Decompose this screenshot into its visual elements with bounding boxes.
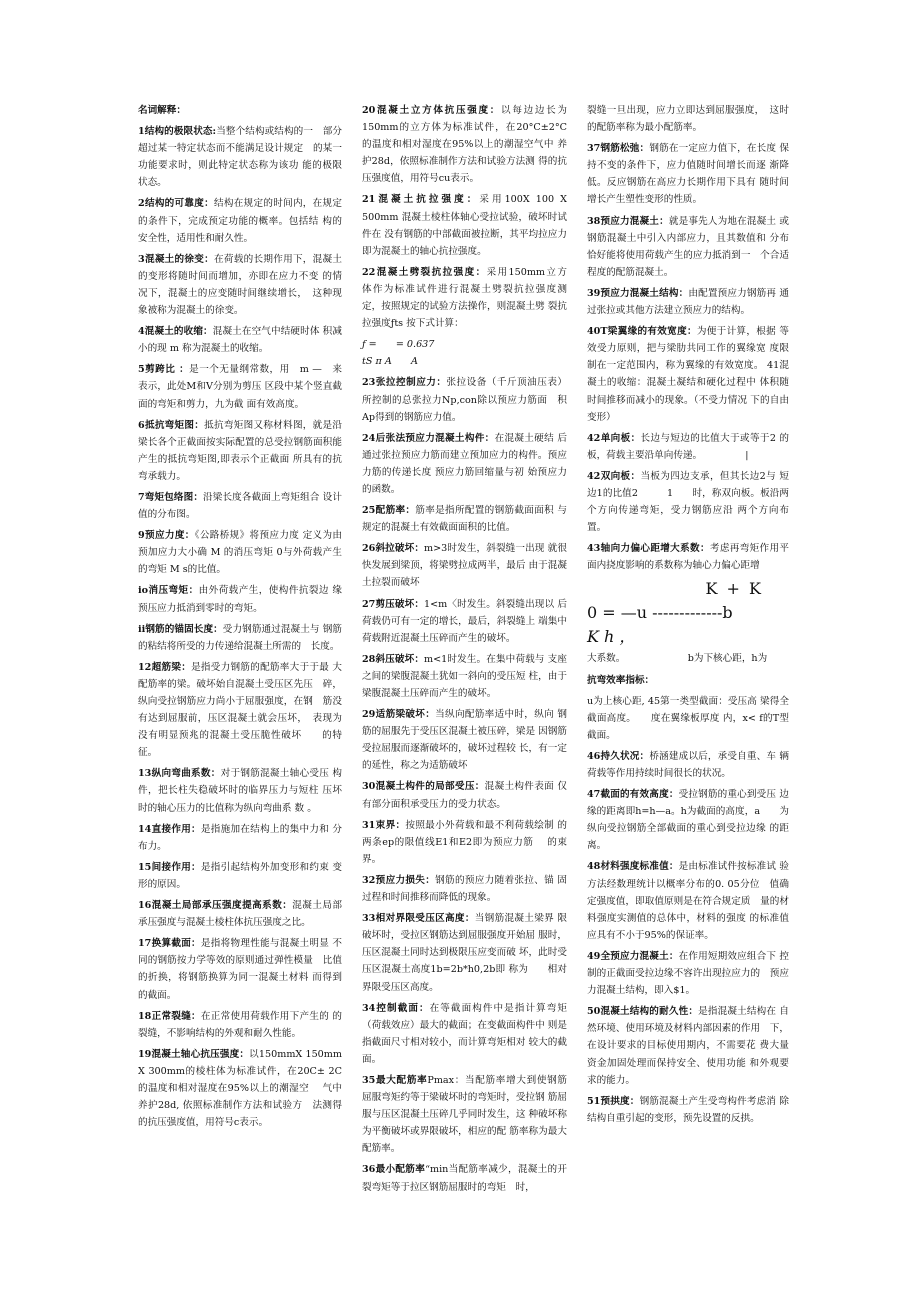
- definition-text: 钢筋混凝土产生受弯构件考虑消 除结构自重引起的变形，预先设置的反拱。: [587, 1095, 789, 1124]
- definition-entry: [587, 1093, 789, 1127]
- definition-text: 裂缝一旦出现，应力立即达到屈服强度， 这时的配筋率称为最小配筋率。: [587, 105, 789, 134]
- definition-entry: [138, 417, 342, 485]
- definition-term: 43轴向力偏心距增大系数：: [587, 543, 710, 555]
- definition-text: “min当配筋率减少，混凝土的开裂弯矩等于拉区钢筋屈服时的弯矩 时，: [362, 1164, 567, 1193]
- definition-entry: [138, 859, 342, 893]
- definition-term: 23张拉控制应力：: [362, 377, 447, 389]
- definition-text: 为便于计算，根据 等效受力原则，把与梁肋共同工作的翼缘宽 度限制在一定范围内，称为翼缘的有效宽度。 41混凝土的收缩：混凝土凝结和硬化过程中 体积随时间推移而减小的现象。（不受力情况 下的自由变形）: [587, 326, 789, 423]
- definition-term: 5剪跨比 ：: [138, 364, 190, 376]
- definition-term: 47截面的有效高度：: [587, 789, 679, 801]
- definition-entry: [362, 102, 567, 187]
- definition-text: 当纵向配筋率适中时，纵向 钢筋的屈服先于受压区混凝土被压碎，梁是 因钢筋受拉屈服而逐渐破坏的，破坏过程较 长，有一定的延性，称之为适筋破坏: [362, 709, 567, 772]
- definition-term: 6抵抗弯矩图：: [138, 419, 205, 431]
- definition-text: 混凝土局部承压强度与混凝土棱柱体抗压强度之比。: [138, 900, 342, 929]
- definition-entry: [138, 195, 342, 246]
- definition-term: 51预拱度：: [587, 1095, 640, 1107]
- definition-entry: [138, 897, 342, 931]
- definition-text: 《公路桥规》将预应力度 定义为由预加应力大小确 M 的消压弯矩 0与外荷载产生的弯矩 M s的比值。: [138, 530, 342, 576]
- definition-text: 结构在规定的时间内，在规定的条件下，完成预定功能的概率。包括结 构的安全性，适用性和耐久性。: [138, 198, 342, 244]
- definition-text: 对于钢筋混凝土轴心受压 构件，把长柱失稳破坏时的临界压力与短柱 压坏时的轴心压力的比值称为纵向弯曲系 数 。: [138, 768, 342, 814]
- formula-line: tS π A A: [362, 356, 418, 368]
- definition-term: 21混凝土抗拉强度：: [362, 194, 480, 206]
- definition-entry: [362, 910, 567, 995]
- definition-term: 32预应力损失：: [362, 874, 436, 886]
- definition-entry: [362, 872, 567, 906]
- definition-text: 由配置预应力钢筋再 通过张拉或其他方法建立预应力的结构。: [587, 287, 789, 317]
- definition-text: 以150mmX 150mm X 300mm的棱柱体为标准试件，在20C± 2C的温度和相对湿度在95%以上的潮湿空 气中养护28d, 依照标准制作方法和试验方 法测得的抗压强度值，用符号c表示。: [138, 1048, 342, 1129]
- definition-text: 在混凝土硬结 后通过张拉预应力筋而建立预加应力的构件。预应力筋的传递长度 预应力筋回缩量与初 始预应力的函数。: [362, 432, 567, 495]
- definition-text: 当板为四边支承，但其长边2与 短边1的比值2 1 时，称双向板。板沿两个方向传递弯矩，受力钢筋应沿 两个方向布置。: [587, 470, 790, 534]
- column-right: [587, 102, 789, 1131]
- definition-entry: [587, 672, 789, 689]
- definition-text: 是一个无量纲常数，用 m — 来表示，此处M和V分别为剪压 区段中某个竖直截面的弯矩和剪力，九为截 面有效高度。: [138, 364, 342, 410]
- definition-term: 12超筋梁：: [138, 661, 192, 673]
- definition-term: 39预应力混凝土结构：: [587, 287, 689, 299]
- definition-entry: [587, 140, 789, 208]
- definition-term: 15间接作用：: [138, 861, 201, 873]
- definition-text: 当整个结构或结构的一 部分超过某一特定状态而不能满足设计规定 的某一功能要求时，则此特定状态称为该功 能的极限状态。: [138, 126, 343, 189]
- definition-entry: [362, 264, 580, 332]
- column-middle: [362, 102, 580, 1200]
- definition-entry: [138, 621, 342, 655]
- definition-term: 3混凝土的徐变：: [138, 253, 215, 265]
- definition-term: 26斜拉破坏：: [362, 543, 425, 555]
- definition-text: 张拉设备（千斤顶油压表）所控制的总张拉力Np,con除以预应力筋面 积Ap得到的钢筋应力值。: [362, 377, 567, 423]
- definition-term: 48材料强度标准值：: [587, 861, 679, 873]
- definition-text: 在等截面构件中是指计算弯矩（荷载效应）最大的截面；在变截面构件中 则是指截面尺寸相对较小，而计算弯矩相对 较大的截面。: [362, 1002, 567, 1065]
- definition-text: 桥涵建成以后，承受自重、车 辆荷载等作用持续时间很长的状况。: [587, 750, 789, 779]
- definition-term: 16混凝土局部承压强度提高系数：: [138, 900, 293, 912]
- definition-entry: [138, 489, 342, 523]
- definition-entry: [138, 765, 342, 816]
- definition-term: 18正常裂缝：: [138, 1010, 201, 1022]
- formula-line: K h ，: [587, 627, 636, 647]
- definition-entry: [587, 858, 789, 943]
- definition-term: 49全预应力混凝土：: [587, 950, 679, 962]
- definition-entry: [362, 430, 567, 498]
- column-left: [138, 102, 342, 1135]
- definition-text: 采用100X 100 X 500mm 混凝土棱柱体轴心受拉试验，破坏时试件在 没有钢筋的中部截面被拉断，其平均拉应力 即为混凝土的轴心抗拉强度。: [362, 194, 567, 257]
- definition-term: 28斜压破坏：: [362, 653, 425, 665]
- definition-entry: [587, 468, 789, 536]
- definition-term: 17换算截面：: [138, 938, 201, 950]
- definition-text: 筋率是指所配置的钢筋截面面积 与规定的混凝土有效截面面积的比值。: [362, 505, 567, 534]
- definition-text: 抵抗弯矩图又称材料图，就是沿梁长各个正截面按实际配置的总受拉钢筋面积能产生的抵抗弯矩图,即表示个正截面 所具有的抗弯承载力。: [138, 419, 343, 482]
- definition-text: 考虑再弯矩作用平面内挠度影响的系数称为轴心力偏心距增: [587, 543, 789, 572]
- definition-term: 27剪压破坏：: [362, 598, 425, 610]
- definition-term: io消压弯矩：: [138, 585, 199, 597]
- definition-entry: [362, 502, 567, 536]
- definition-entry: [587, 693, 789, 744]
- definition-entry: [138, 1008, 342, 1042]
- definition-entry: [138, 361, 342, 412]
- section-heading: 名词解释：: [138, 105, 186, 116]
- definition-text: 采用150mm立方 体作为标准试件进行混凝土劈裂抗拉强度测 定，按照规定的试验方法操作，则混凝土劈 裂抗拉强度ƒts 按下式计算：: [362, 266, 580, 330]
- definition-entry: [587, 323, 789, 426]
- definition-term: 24后张法预应力混凝土构件：: [362, 432, 495, 444]
- definition-text: 是指施加在结构上的集中力和 分布力。: [138, 823, 342, 852]
- definition-term: 33相对界限受压区高度：: [362, 913, 475, 925]
- definition-entry: [587, 650, 789, 667]
- definition-text: 受力钢筋通过混凝土与 钢筋的粘结将所受的力传递给混凝土所需的 长度。: [138, 623, 342, 652]
- definition-entry: [362, 817, 567, 868]
- definition-entry: [138, 323, 342, 357]
- definition-entry: [587, 1003, 789, 1088]
- definition-text: 大系数。 b为下核心距，h为: [587, 653, 768, 665]
- definition-text: 沿梁长度各截面上弯矩组合 设计值的分布图。: [138, 491, 342, 521]
- definition-entry: [362, 706, 567, 774]
- definition-term: 38预应力混凝土：: [587, 215, 669, 227]
- definition-entry: [587, 748, 789, 782]
- definition-entry: [362, 374, 567, 425]
- definition-term: 34控制截面：: [362, 1002, 430, 1014]
- definition-text: 按照最小外荷载和最不利荷载绘制 的两条ep的限值线E1和E2即为预应力筋 的束界。: [362, 819, 567, 865]
- definition-entry: [362, 596, 567, 647]
- definition-entry: [138, 123, 342, 191]
- definition-term: 25配筋率：: [362, 505, 416, 517]
- definition-term: 4混凝土的收缩：: [138, 326, 213, 338]
- definition-text: 在荷载的长期作用下，混凝土的变形将随时间而增加，亦即在应力不变 的情况下，混凝土的应变随时间继续增长， 这种现象被称为混凝土的徐变。: [138, 253, 342, 317]
- definition-term: 13纵向弯曲系数：: [138, 768, 221, 780]
- definition-entry: [362, 1000, 567, 1068]
- definition-term: 19混凝土轴心抗压强度：: [138, 1048, 250, 1060]
- definition-entry: [362, 1072, 567, 1157]
- formula-line: ƒ = = 0.637: [362, 339, 435, 351]
- definition-text: 是由标准试件按标准试 验方法经数理统计以概率分布的0. 05分位 值确定强度值，即取值原则是在符合规定质 量的材料强度实测值的总体中，材料的强度 的标准值应具有不小于95%的保证率。: [587, 861, 789, 941]
- definition-text: 长边与短边的比值大于或等于2 的板，荷载主要沿单向传递。 |: [587, 432, 789, 461]
- definition-entry: [362, 778, 567, 812]
- definition-entry: [362, 540, 567, 591]
- definition-text: 混凝土构件表面 仅有部分面积承受压力的受力状态。: [362, 781, 567, 810]
- definition-term: 42单向板：: [587, 432, 641, 444]
- definition-text: 当钢筋混凝土梁界 限破坏时，受拉区钢筋达到屈服强度开始屈 服时，压区混凝土同时达到极限压应变而破 坏，此时受压区混凝土高度1b=2b*h0,2b即 称为 相对界限受压区高度。: [362, 913, 567, 993]
- definition-text: m>3时发生，斜裂缝一出现 就很快发展到梁顶，将梁劈拉成两半，最后 由于混凝土拉裂而破坏: [362, 543, 567, 589]
- definition-term: 42双向板：: [587, 470, 641, 482]
- definition-term: 1结构的极限状态:: [138, 126, 217, 138]
- definition-text: 在正常使用荷载作用下产生的 的裂缝，不影响结构的外观和耐久性能。: [138, 1010, 342, 1039]
- definition-term: 20混凝土立方体抗压强度：: [362, 105, 502, 116]
- definition-term: 9预应力度：: [138, 530, 195, 542]
- definition-text: 1<m〈时发生。斜裂缝出现以 后荷载仍可有一定的增长，最后，斜裂缝上 端集中荷载附近混凝土压碎而产生的破坏。: [362, 598, 567, 644]
- definition-text: 钢筋在一定应力值下，在长度 保持不变的条件下，应力值随时间增长而逐 渐降低。反应钢筋在高应力长期作用下具有 随时间增长产生塑性变形的性质。: [587, 143, 789, 206]
- definition-text: 在作用短期效应组合下 控制的正截面受拉边缘不容许出现拉应力的 预应力混凝土结构，即入$1。: [587, 950, 789, 997]
- definition-text: 由外荷载产生，使构件抗裂边 缘预压应力抵消到零时的弯矩。: [138, 585, 342, 614]
- definition-term: 2结构的可靠度：: [138, 198, 215, 210]
- definition-text: 混凝土在空气中结硬时体 积减小的现 m 称为混凝土的收缩。: [138, 326, 342, 355]
- definition-term: 7弯矩包络图：: [138, 491, 204, 503]
- definition-text: 是指引起结构外加变形和约束 变形的原因。: [138, 861, 342, 890]
- definition-text: 是指混凝土结构在 自然环境、使用环境及材料内部因素的作用 下，在设计要求的目标使用期内，不需要花 费大量资金加固处理而保持安全、使用功能 和外观要求的能力。: [587, 1006, 789, 1086]
- definition-term: 抗弯效率指标：: [587, 674, 655, 686]
- definition-term: 36最小配筋率: [362, 1164, 426, 1176]
- definition-entry: [138, 935, 342, 1003]
- definition-entry: [138, 1046, 342, 1131]
- definition-entry: [587, 102, 789, 136]
- definition-entry: [362, 651, 567, 702]
- definition-text: 就是事先人为地在混凝土 或钢筋混凝土中引入内部应力，且其数值和 分布恰好能将使用荷载产生的应力抵消到一 个合适程度的配筋混凝土。: [587, 215, 789, 278]
- formula-line: 0 = —u -------------b: [587, 603, 733, 623]
- definition-term: ii钢筋的锚固长度：: [138, 623, 223, 635]
- definition-entry: [362, 191, 567, 259]
- definition-text: Pmax：当配筋率增大到使钢筋 屈服弯矩约等于梁破坏时的弯矩时，受拉钢 筋屈服与压区混凝土压碎几乎同时发生，这 种破坏称为平衡破坏或界限破坏，相应的配 筋率称为最大配筋率。: [362, 1074, 567, 1155]
- definition-text: u为上核心距, 45第一类型截面：受压高 梁得全截面高度。 度在翼缘板厚度 内，x< f的T型截面。: [587, 695, 789, 741]
- definition-entry: [362, 1161, 567, 1195]
- definition-entry: [138, 582, 342, 616]
- definition-text: 以每边边长为150mm的立方体为标准试件，在20°C±2°C 的温度和相对湿度在95%以上的潮湿空气中 养护28d，依照标准制作方法和试验方法测 得的抗压强度值，用符号cu表示。: [362, 105, 568, 185]
- definition-text: 是指将物理性能与混凝土明显 不同的钢筋按力学等效的原则通过弹性模量 比值的折换，将钢筋换算为同一混凝土材料 而得到的截面。: [138, 938, 342, 1001]
- definition-text: 是指受力钢筋的配筋率大于于最 大配筋率的梁。破坏始自混凝土受压区先压 碎，纵向受拉钢筋应力尚小于屈服强度，在钢 筋没有达到屈服前，压区混凝土就会压坏， 表现为没有明显预兆的混凝土受压脆性破坏 的特征。: [138, 661, 342, 759]
- definition-entry: [587, 948, 789, 999]
- definition-term: 29适筋梁破坏：: [362, 709, 436, 721]
- definition-term: 14直接作用：: [138, 823, 201, 835]
- definition-entry: [138, 659, 342, 762]
- definition-term: 22混凝土劈裂抗拉强度：: [362, 266, 487, 278]
- definition-entry: [138, 527, 342, 578]
- definition-text: 钢筋的预应力随着张拉、锚 固过程和时间推移而降低的现象。: [362, 874, 567, 904]
- definition-term: 50混凝土结构的耐久性：: [587, 1006, 699, 1018]
- definition-term: 40T梁翼缘的有效宽度：: [587, 326, 697, 338]
- definition-term: 30混凝土构件的局部受压：: [362, 781, 485, 793]
- definition-entry: [587, 786, 789, 854]
- definition-entry: [138, 821, 342, 855]
- definition-entry: [587, 430, 789, 464]
- definition-text: 受拉钢筋的重心到受压 边缘的距离即h=h—a。h为截面的高度，a 为纵向受拉钢筋全部截面的重心到受拉边缘 的距离。: [587, 789, 789, 852]
- definition-entry: [587, 213, 789, 281]
- definition-text: m<1时发生。在集中荷载与 支座之间的梁腹混凝土犹如一斜向的受压短 柱，由于梁腹混凝土压碎而产生的破坏。: [362, 653, 567, 699]
- definition-entry: [587, 540, 789, 574]
- definition-entry: [587, 285, 789, 319]
- definition-term: 31束界：: [362, 819, 406, 831]
- definition-term: 46持久状况：: [587, 750, 650, 762]
- definition-term: 37钢筋松弛：: [587, 143, 650, 155]
- definition-term: 35最大配筋率: [362, 1074, 428, 1086]
- formula: [362, 336, 567, 370]
- definition-entry: [138, 251, 342, 319]
- formula-line: K + K: [705, 579, 763, 599]
